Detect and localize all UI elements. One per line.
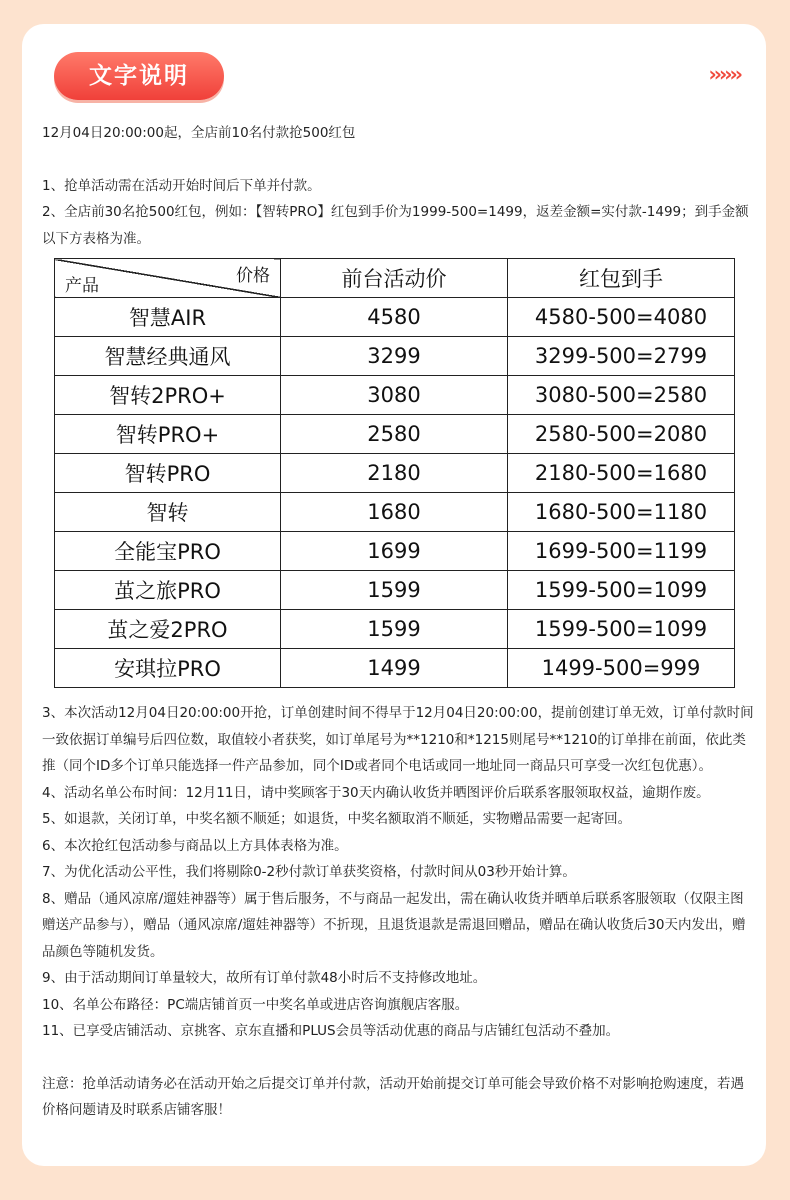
- table-row: [55, 415, 735, 454]
- rule-11: 11、已享受店铺活动、京挑客、京东直播和PLUS会员等活动优惠的商品与店铺红包活动不叠加。: [42, 1023, 620, 1039]
- content-card: [22, 24, 766, 1166]
- rule-3: 3、本次活动12月04日20:00:00开抢，订单创建时间不得早于12月04日20:00:00，提前创建订单无效，订单付款时间一致依据订单编号后四位数，取值较小者获奖，如订单尾号为**1210和*1215则尾号**1210的订单排在前面，依此类推（同个ID多个订单只能选择一件产品参加，同个ID或者同个电话或同一地址同一商品只可享受一次红包优惠）。: [42, 705, 754, 774]
- cell-final: 1499-500=999: [508, 649, 735, 688]
- cell-final: 1680-500=1180: [508, 493, 735, 532]
- price-table: [54, 258, 735, 688]
- cell-final: 3080-500=2580: [508, 376, 735, 415]
- intro-block: [42, 120, 754, 252]
- cell-product: 智慧AIR: [55, 298, 281, 337]
- cell-price: 2580: [281, 415, 508, 454]
- cell-product: 茧之旅PRO: [55, 571, 281, 610]
- table-row: [55, 337, 735, 376]
- cell-final: 1599-500=1099: [508, 571, 735, 610]
- table-row: [55, 532, 735, 571]
- rule-4: 4、活动名单公布时间：12月11日，请中奖顾客于30天内确认收货并晒图评价后联系客服领取权益，逾期作废。: [42, 784, 710, 801]
- rule-8: 8、赠品（通风凉席/遛娃神器等）属于售后服务，不与商品一起发出，需在确认收货并晒单后联系客服领取（仅限主图赠送产品参与），赠品（通风凉席/遛娃神器等）不折现，且退货退款是需退回赠品，赠品在确认收货后30天内发出，赠品颜色等随机发货。: [42, 890, 746, 960]
- cell-price: 3080: [281, 376, 508, 415]
- cell-price: 1599: [281, 610, 508, 649]
- section-title-badge: 文字说明: [54, 52, 224, 100]
- cell-price: 1599: [281, 571, 508, 610]
- chevron-decoration-icon: ››››››: [708, 62, 740, 86]
- rule-7: 7、为优化活动公平性，我们将剔除0-2秒付款订单获奖资格，付款时间从03秒开始计算。: [42, 864, 576, 880]
- cell-price: 2180: [281, 454, 508, 493]
- cell-product: 智转PRO: [55, 454, 281, 493]
- cell-price: 1699: [281, 532, 508, 571]
- cell-price: 4580: [281, 298, 508, 337]
- rule-6: 6、本次抢红包活动参与商品以上方具体表格为准。: [42, 837, 348, 854]
- cell-product: 全能宝PRO: [55, 532, 281, 571]
- cell-final: 3299-500=2799: [508, 337, 735, 376]
- table-row: [55, 298, 735, 337]
- table-row: [55, 376, 735, 415]
- intro-text: 12月04日20:00:00起，全店前10名付款抢500红包: [42, 125, 356, 141]
- header-price: 前台活动价: [281, 259, 508, 298]
- rule-9: 9、由于活动期间订单量较大，故所有订单付款48小时后不支持修改地址。: [42, 970, 487, 986]
- cell-product: 智慧经典通风: [55, 337, 281, 376]
- rule-1: 1、抢单活动需在活动开始时间后下单并付款。: [42, 177, 321, 194]
- cell-product: 智转PRO+: [55, 415, 281, 454]
- rule-2: 2、全店前30名抢500红包，例如：【智转PRO】红包到手价为1999-500=1499，返差金额=实付款-1499；到手金额以下方表格为准。: [42, 204, 749, 247]
- cell-final: 1699-500=1199: [508, 532, 735, 571]
- rule-10: 10、名单公布路径：PC端店铺首页一中奖名单或进店咨询旗舰店客服。: [42, 996, 469, 1013]
- table-row: [55, 610, 735, 649]
- cell-price: 3299: [281, 337, 508, 376]
- cell-price: 1499: [281, 649, 508, 688]
- table-row: [55, 571, 735, 610]
- cell-price: 1680: [281, 493, 508, 532]
- table-row: [55, 493, 735, 532]
- rules-block: [42, 700, 754, 1124]
- corner-label-product: 产品: [65, 276, 99, 296]
- corner-label-price: 价格: [236, 266, 270, 286]
- cell-final: 1599-500=1099: [508, 610, 735, 649]
- cell-final: 2180-500=1680: [508, 454, 735, 493]
- cell-product: 安琪拉PRO: [55, 649, 281, 688]
- header-final: 红包到手: [508, 259, 735, 298]
- table-row: [55, 649, 735, 688]
- cell-product: 茧之爱2PRO: [55, 610, 281, 649]
- rule-5: 5、如退款，关闭订单，中奖名额不顺延；如退货，中奖名额取消不顺延，实物赠品需要一起寄回。: [42, 811, 632, 827]
- corner-header-cell: [55, 259, 281, 298]
- cell-product: 智转2PRO+: [55, 376, 281, 415]
- table-header-row: [55, 259, 735, 298]
- cell-final: 4580-500=4080: [508, 298, 735, 337]
- notice-text: 注意：抢单活动请务必在活动开始之后提交订单并付款，活动开始前提交订单可能会导致价格不对影响抢购速度，若遇价格问题请及时联系店铺客服！: [42, 1075, 744, 1118]
- cell-final: 2580-500=2080: [508, 415, 735, 454]
- cell-product: 智转: [55, 493, 281, 532]
- table-row: [55, 454, 735, 493]
